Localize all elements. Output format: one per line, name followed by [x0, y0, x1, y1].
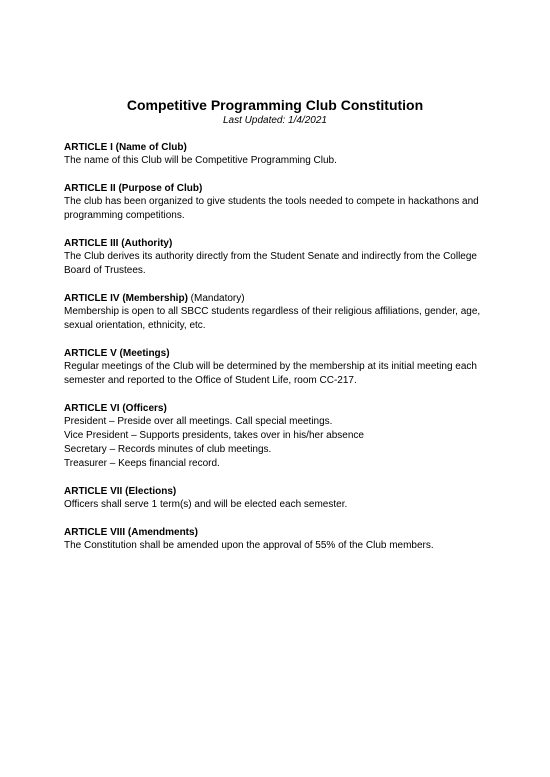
- article-heading: ARTICLE IV (Membership): [64, 293, 188, 304]
- article-heading: ARTICLE I (Name of Club): [64, 142, 187, 153]
- article-8: [64, 526, 484, 553]
- article-text: The Club derives its authority directly from the Student Senate and indirectly from the College: [64, 251, 477, 262]
- article-heading: ARTICLE VI (Officers): [64, 403, 167, 414]
- article-3: [64, 237, 484, 278]
- article-heading-note: (Mandatory): [187, 293, 245, 304]
- article-text: The club has been organized to give students the tools needed to compete in hackathons and: [64, 196, 479, 207]
- article-text: semester and reported to the Office of Student Life, room CC-217.: [64, 375, 357, 386]
- article-text: President – Preside over all meetings. Call special meetings.: [64, 416, 333, 427]
- article-heading: ARTICLE VIII (Amendments): [64, 527, 198, 538]
- article-6: [64, 402, 484, 471]
- document-content: [64, 141, 484, 567]
- article-text: Membership is open to all SBCC students regardless of their religious affiliations, gender, age,: [64, 306, 481, 317]
- article-text: Vice President – Supports presidents, takes over in his/her absence: [64, 430, 364, 441]
- article-text: programming competitions.: [64, 210, 185, 221]
- article-heading-row: [64, 292, 484, 305]
- article-heading: ARTICLE VII (Elections): [64, 486, 177, 497]
- article-4: [64, 292, 484, 333]
- article-7: [64, 485, 484, 512]
- document-title: Competitive Programming Club Constitution: [126, 97, 424, 113]
- article-2: [64, 182, 484, 223]
- article-text: The name of this Club will be Competitive Programming Club.: [64, 155, 337, 166]
- article-5: [64, 347, 484, 388]
- article-heading: ARTICLE III (Authority): [64, 238, 173, 249]
- article-heading: ARTICLE V (Meetings): [64, 348, 170, 359]
- article-text: The Constitution shall be amended upon the approval of 55% of the Club members.: [64, 540, 434, 551]
- article-text: Treasurer – Keeps financial record.: [64, 458, 220, 469]
- last-updated: Last Updated: 1/4/2021: [223, 115, 327, 126]
- article-text: Secretary – Records minutes of club meetings.: [64, 444, 272, 455]
- article-heading: ARTICLE II (Purpose of Club): [64, 183, 203, 194]
- article-text: Officers shall serve 1 term(s) and will be elected each semester.: [64, 499, 348, 510]
- article-text: Board of Trustees.: [64, 265, 146, 276]
- article-text: Regular meetings of the Club will be determined by the membership at its initial meeting each: [64, 361, 477, 372]
- article-1: [64, 141, 484, 168]
- article-text: sexual orientation, ethnicity, etc.: [64, 320, 206, 331]
